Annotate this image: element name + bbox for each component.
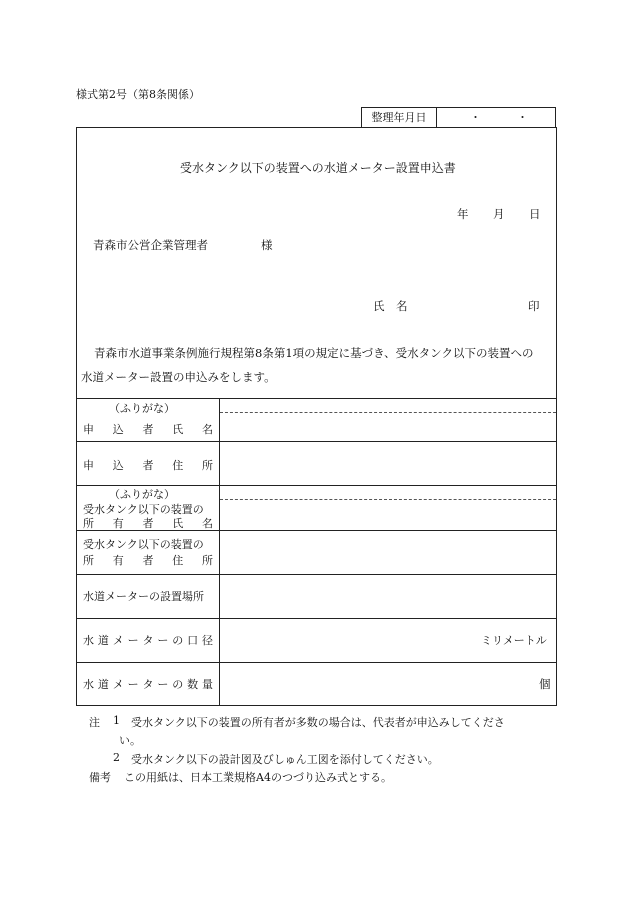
owner-address-field[interactable] bbox=[220, 531, 556, 573]
note-2-number: 2 bbox=[113, 751, 120, 764]
note-1-text: 受水タンク以下の装置の所有者が多数の場合は、代表者が申込みしてくださ bbox=[131, 716, 505, 729]
remark-text: この用紙は、日本工業規格A4のつづり込み式とする。 bbox=[124, 771, 392, 784]
applicant-address-label: 申 込 者 住 所 bbox=[83, 459, 213, 472]
admin-date-label: 整理年月日 bbox=[362, 108, 437, 127]
form-title: 受水タンク以下の装置への水道メーター設置申込書 bbox=[180, 161, 456, 175]
applicant-name-label: 申 込 者 氏 名 bbox=[83, 423, 213, 436]
signature-label-shi: 氏 bbox=[373, 299, 385, 313]
note-1-continuation: い。 bbox=[119, 734, 141, 747]
applicant-address-field[interactable] bbox=[220, 442, 556, 484]
date-day-label: 日 bbox=[529, 207, 541, 221]
statement-line-2: 水道メーター設置の申込みをします。 bbox=[81, 370, 276, 384]
signature-label-mei: 名 bbox=[396, 299, 408, 313]
furigana-separator bbox=[220, 499, 556, 500]
owner-address-prefix: 受水タンク以下の装置の bbox=[83, 538, 204, 551]
owner-address-label: 所 有 者 住 所 bbox=[83, 554, 213, 567]
statement-line-1: 青森市水道事業条例施行規程第8条第1項の規定に基づき、受水タンク以下の装置への bbox=[94, 346, 534, 360]
meter-quantity-label: 水 道 メ ー タ ー の 数 量 bbox=[83, 678, 213, 691]
meter-quantity-unit: 個 bbox=[539, 677, 551, 691]
admin-date-dot: ・ bbox=[470, 111, 481, 124]
meter-diameter-label: 水 道 メ ー タ ー の 口 径 bbox=[83, 634, 213, 647]
notes-head: 注 bbox=[89, 716, 100, 729]
seal-mark: 印 bbox=[528, 299, 540, 313]
applicant-name-field[interactable] bbox=[220, 414, 556, 441]
furigana-separator bbox=[220, 412, 556, 413]
admin-date-box bbox=[361, 107, 556, 127]
addressee-name: 青森市公営企業管理者 bbox=[93, 238, 208, 252]
row-divider bbox=[77, 398, 556, 399]
addressee-honorific: 様 bbox=[261, 238, 273, 252]
remark-label: 備考 bbox=[89, 771, 111, 784]
meter-location-label: 水道メーターの設置場所 bbox=[83, 590, 204, 603]
form-number-label: 様式第2号（第8条関係） bbox=[76, 88, 200, 101]
furigana-label: （ふりがな） bbox=[109, 488, 175, 501]
furigana-label: （ふりがな） bbox=[109, 402, 175, 415]
application-form-frame bbox=[76, 127, 557, 706]
meter-quantity-field[interactable] bbox=[220, 663, 556, 705]
admin-date-dot: ・ bbox=[517, 111, 528, 124]
owner-name-field[interactable] bbox=[220, 501, 556, 529]
date-month-label: 月 bbox=[493, 207, 505, 221]
owner-name-prefix: 受水タンク以下の装置の bbox=[83, 503, 204, 516]
meter-diameter-unit: ミリメートル bbox=[481, 634, 547, 647]
note-2-text: 受水タンク以下の設計図及びしゅん工図を添付してください。 bbox=[131, 753, 439, 766]
meter-location-field[interactable] bbox=[220, 575, 556, 617]
note-1-number: 1 bbox=[113, 714, 120, 727]
owner-name-label: 所 有 者 氏 名 bbox=[83, 517, 213, 530]
date-year-label: 年 bbox=[457, 207, 469, 221]
